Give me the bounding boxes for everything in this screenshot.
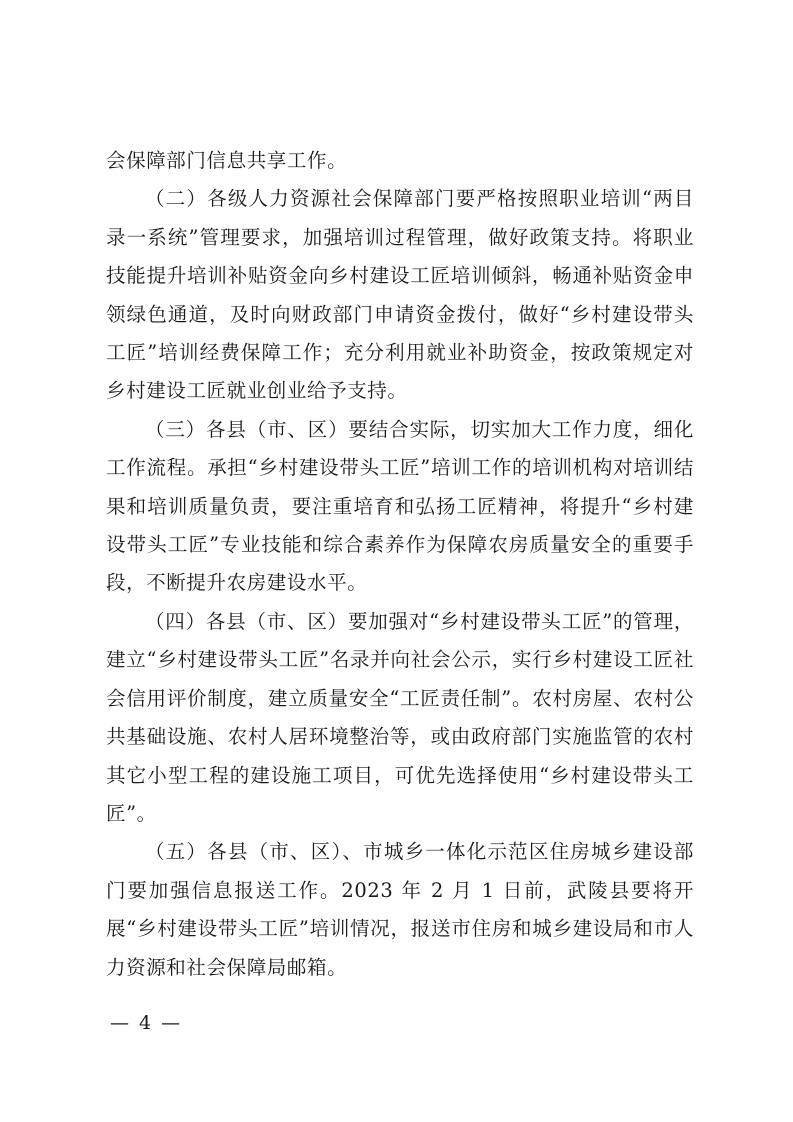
paragraph-item-4: （四）各县（市、区）要加强对“乡村建设带头工匠”的管理，建立“乡村建设带头工匠”名录并向社会公示，实行乡村建设工匠社会信用评价制度，建立质量安全“工匠责任制”。农村房屋、农村公共基础设施、农村人居环境整治等，或由政府部门实施监管的农村其它小型工程的建设施工项目，可优先选择使用“乡村建设带头工匠”。 (106, 609, 694, 825)
page-number: — 4 — (110, 1012, 183, 1034)
paragraph-item-3: （三）各县（市、区）要结合实际，切实加大工作力度，细化工作流程。承担“乡村建设带头工匠”培训工作的培训机构对培训结果和培训质量负责，要注重培育和弘扬工匠精神，将提升“乡村建设带头工匠”专业技能和综合素养作为保障农房质量安全的重要手段，不断提升农房建设水平。 (106, 417, 694, 595)
paragraph-item-2: （二）各级人力资源社会保障部门要严格按照职业培训“两目录一系统”管理要求，加强培训过程管理，做好政策支持。将职业技能提升培训补贴资金向乡村建设工匠培训倾斜，畅通补贴资金申领绿色通道，及时向财政部门申请资金拨付，做好“乡村建设带头工匠”培训经费保障工作；充分利用就业补助资金，按政策规定对乡村建设工匠就业创业给予支持。 (106, 187, 694, 403)
paragraph-item-5: （五）各县（市、区）、市城乡一体化示范区住房城乡建设部门要加强信息报送工作。2023 年 2 月 1 日前，武陵县要将开展“乡村建设带头工匠”培训情况，报送市住房和城乡建设局和市人力资源和社会保障局邮箱。 (106, 840, 694, 979)
document-body (106, 142, 694, 987)
paragraph-continuation: 会保障部门信息共享工作。 (106, 149, 348, 172)
